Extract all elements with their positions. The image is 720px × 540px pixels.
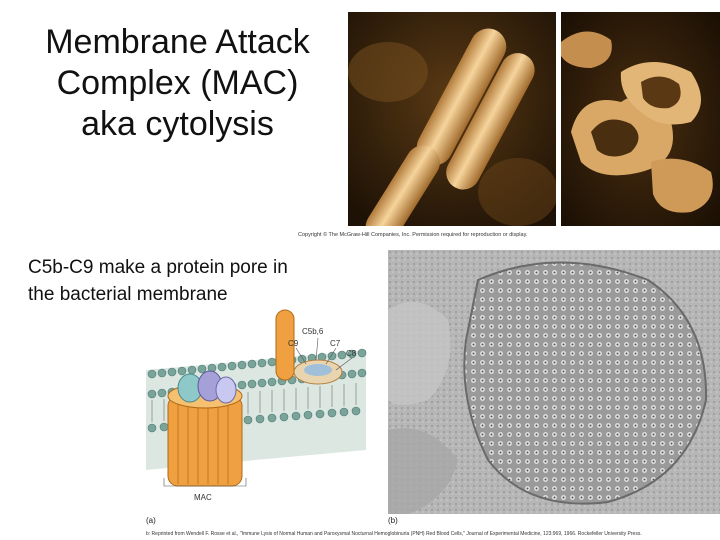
label-c9: C9: [288, 339, 299, 348]
panel-b-label: (b): [388, 516, 398, 525]
title-line: Complex (MAC): [56, 64, 299, 102]
label-c8: C8: [346, 349, 357, 358]
slide-title: [10, 22, 345, 145]
reprint-credit: b: Reprinted from Wendell F. Rosse et al., "Immune Lysis of Normal Human and Paroxysmal Nocturnal Hemoglobinuria (PNH) Red Blood Cells," Journal of Experimental Medicine, 123:969, 1966. Rockefeller University Press.: [146, 531, 642, 537]
photo-copyright: Copyright © The McGraw-Hill Companies, Inc. Permission required for reproduction or display.: [298, 232, 528, 238]
title-line: aka cytolysis: [81, 105, 274, 143]
tem-micrograph-photo: [388, 250, 720, 514]
label-c7: C7: [330, 339, 341, 348]
sem-intact-bacteria-photo: [348, 12, 556, 226]
mac-membrane-diagram: [140, 300, 380, 515]
body-line: C5b-C9 make a protein pore in: [28, 257, 288, 278]
label-mac: MAC: [194, 493, 212, 502]
label-c5b6: C5b,6: [302, 327, 324, 336]
title-line: Membrane Attack: [45, 23, 310, 61]
body-line: the bacterial membrane: [28, 284, 228, 305]
panel-a-label: (a): [146, 516, 156, 525]
sem-lysed-bacteria-photo: [561, 12, 720, 226]
